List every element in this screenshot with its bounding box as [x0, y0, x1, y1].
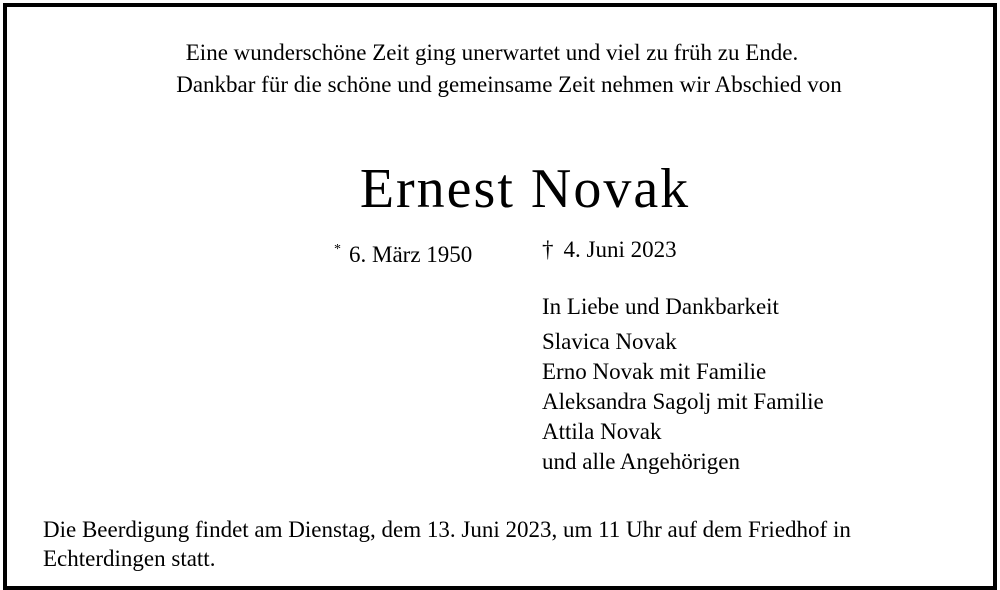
deceased-name: Ernest Novak [359, 158, 691, 220]
intro-line-2: Dankbar für die schöne und gemeinsame Zeit nehmen wir Abschied von [176, 72, 842, 97]
birth-star-icon: * [334, 242, 341, 257]
obituary-frame [3, 3, 997, 590]
birth-date-block [334, 234, 472, 271]
funeral-line-1: Die Beerdigung findet am Dienstag, dem 13. Juni 2023, um 11 Uhr auf dem Friedhof in [43, 517, 851, 542]
intro-line-1: Eine wunderschöne Zeit ging unerwartet und viel zu früh zu Ende. [185, 40, 799, 65]
mourners-heading: In Liebe und Dankbarkeit [542, 294, 779, 319]
funeral-line-2: Echterdingen statt. [43, 546, 216, 571]
mourner-item: und alle Angehörigen [542, 449, 741, 474]
death-date: 4. Juni 2023 [563, 237, 677, 262]
intro-text [7, 37, 993, 101]
mourners-block [542, 292, 824, 477]
death-cross-icon: † [542, 237, 554, 262]
mourner-item: Attila Novak [542, 419, 662, 444]
death-date-block [542, 234, 677, 266]
mourner-item: Aleksandra Sagolj mit Familie [542, 389, 824, 414]
funeral-details [43, 515, 973, 573]
birth-date: 6. März 1950 [349, 242, 473, 267]
mourner-item: Slavica Novak [542, 329, 677, 354]
mourner-item: Erno Novak mit Familie [542, 359, 767, 384]
